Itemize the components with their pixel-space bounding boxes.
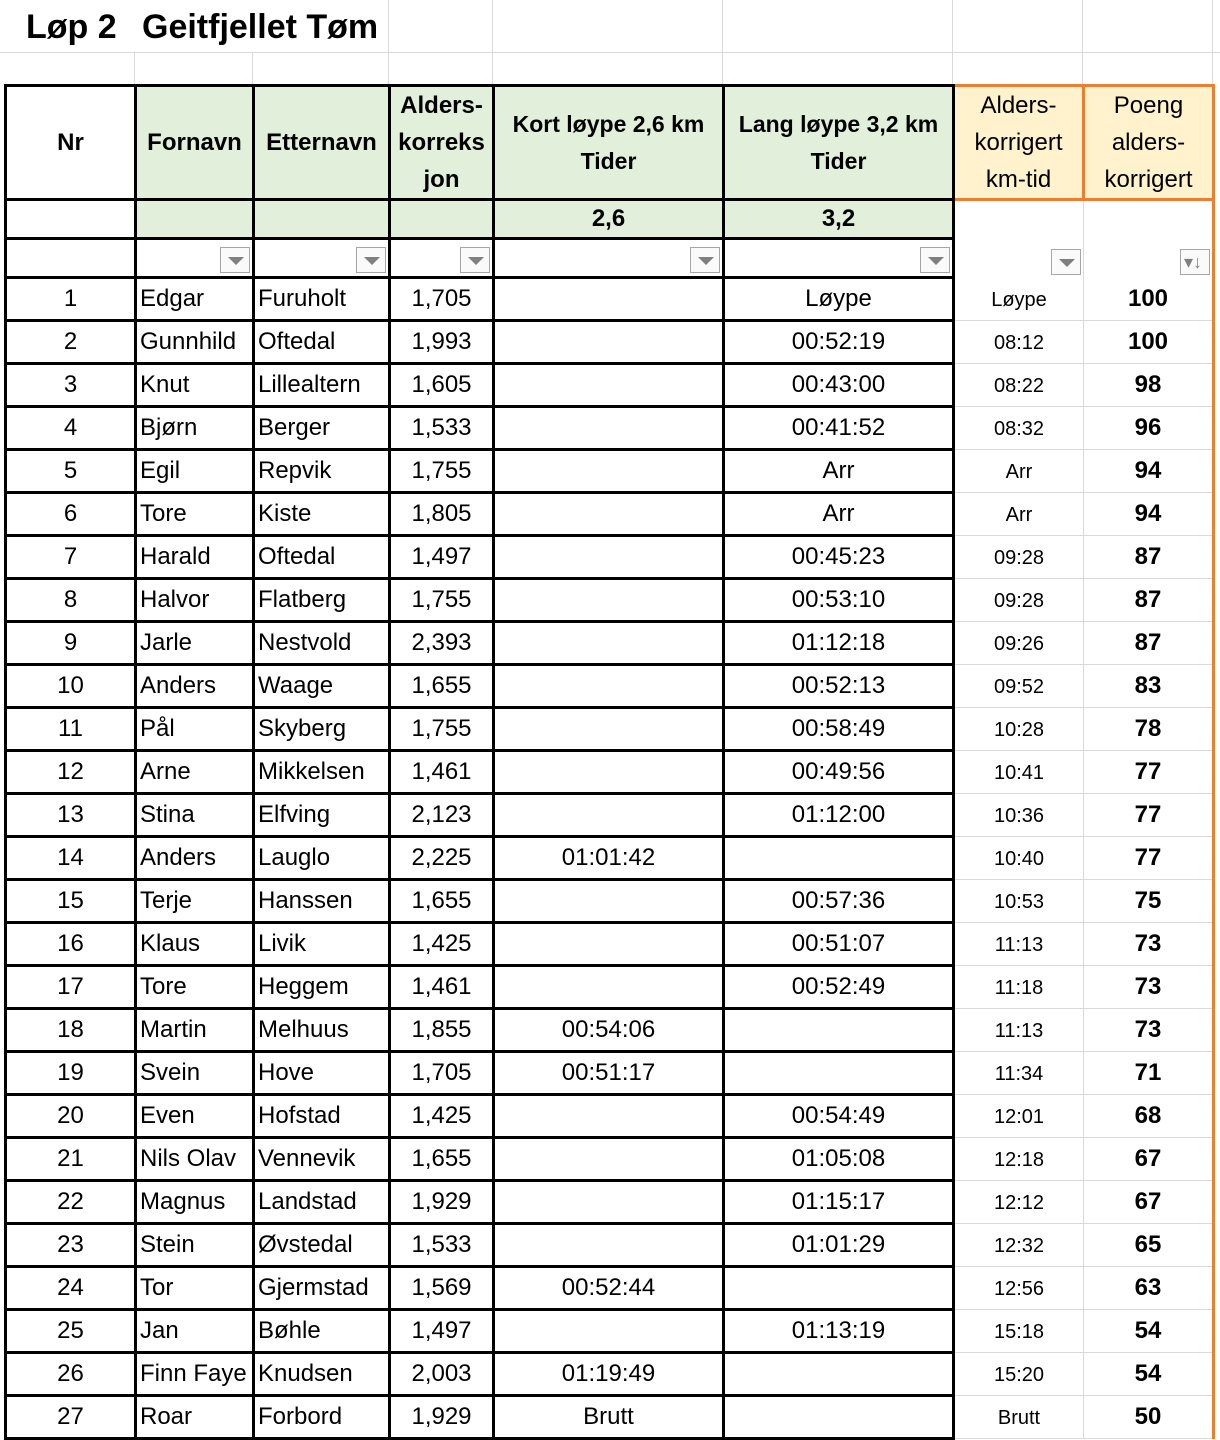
cell-lang-tid[interactable]: 00:43:00 [724,363,954,406]
cell-lang-tid[interactable]: 00:52:13 [724,664,954,707]
cell-kort-tid[interactable] [494,879,724,922]
cell-lang-tid[interactable]: 01:12:18 [724,621,954,664]
cell-km-tid[interactable]: 09:28 [954,578,1084,621]
cell-alderskorreksjon[interactable]: 1,655 [390,664,494,707]
table-row [6,1223,1214,1266]
cell-km-tid[interactable]: 10:40 [954,836,1084,879]
cell-etternavn[interactable]: Hofstad [254,1094,390,1137]
cell-poeng[interactable]: 87 [1084,621,1214,664]
cell-fornavn[interactable]: Tore [136,965,254,1008]
cell-poeng[interactable]: 68 [1084,1094,1214,1137]
cell-km-tid[interactable]: 10:53 [954,879,1084,922]
table-row [6,492,1214,535]
filter-cell-km[interactable] [954,239,1084,278]
cell-nr[interactable]: 20 [6,1094,136,1137]
cell-kort-tid[interactable]: 00:51:17 [494,1051,724,1094]
cell-kort-tid[interactable] [494,363,724,406]
cell-alderskorreksjon[interactable]: 2,003 [390,1352,494,1395]
filter-cell-alders[interactable] [390,239,494,278]
cell-poeng[interactable]: 73 [1084,965,1214,1008]
cell-etternavn[interactable]: Flatberg [254,578,390,621]
cell-lang-tid[interactable]: 00:52:49 [724,965,954,1008]
table-row [6,922,1214,965]
cell-etternavn[interactable]: Hove [254,1051,390,1094]
cell-etternavn[interactable]: Øvstedal [254,1223,390,1266]
cell-lang-tid[interactable]: 00:45:23 [724,535,954,578]
table-row [6,406,1214,449]
cell-nr[interactable]: 1 [6,278,136,321]
table-row [6,1352,1214,1395]
cell-fornavn[interactable]: Anders [136,664,254,707]
table-row [6,707,1214,750]
table-row [6,1137,1214,1180]
table-row [6,1094,1214,1137]
cell-nr[interactable]: 5 [6,449,136,492]
cell-km-tid[interactable]: 08:22 [954,363,1084,406]
sort-descending-icon[interactable] [1180,249,1210,275]
cell-alderskorreksjon[interactable]: 1,425 [390,922,494,965]
cell-poeng[interactable]: 77 [1084,836,1214,879]
cell-fornavn[interactable]: Tor [136,1266,254,1309]
filter-cell-poeng[interactable] [1084,239,1214,278]
cell-etternavn[interactable]: Elfving [254,793,390,836]
table-row [6,1309,1214,1352]
cell-km-tid[interactable]: 15:18 [954,1309,1084,1352]
cell-poeng[interactable]: 54 [1084,1309,1214,1352]
cell-fornavn[interactable]: Stein [136,1223,254,1266]
cell-lang-tid[interactable] [724,1051,954,1094]
cell-kort-tid[interactable] [494,1223,724,1266]
cell-kort-tid[interactable] [494,449,724,492]
filter-dropdown-icon[interactable] [220,247,250,273]
cell-fornavn[interactable]: Klaus [136,922,254,965]
gridline [134,52,135,84]
table-row [6,1395,1214,1438]
cell-kort-tid[interactable] [494,1137,724,1180]
race-name: Geitfjellet Tøm [142,8,379,46]
table-row [6,664,1214,707]
cell-km-tid[interactable]: 12:12 [954,1180,1084,1223]
cell-fornavn[interactable]: Knut [136,363,254,406]
cell-km-tid[interactable]: 11:18 [954,965,1084,1008]
cell-kort-tid[interactable] [494,664,724,707]
table-row [6,278,1214,321]
distance-cell-km[interactable] [954,200,1084,239]
cell-nr[interactable]: 9 [6,621,136,664]
cell-poeng[interactable]: 67 [1084,1137,1214,1180]
cell-lang-tid[interactable]: 01:15:17 [724,1180,954,1223]
cell-km-tid[interactable]: 12:01 [954,1094,1084,1137]
cell-lang-tid[interactable]: 01:05:08 [724,1137,954,1180]
cell-km-tid[interactable]: 09:52 [954,664,1084,707]
gridline [952,0,953,84]
cell-poeng[interactable]: 54 [1084,1352,1214,1395]
cell-alderskorreksjon[interactable]: 1,929 [390,1180,494,1223]
cell-poeng[interactable]: 83 [1084,664,1214,707]
cell-nr[interactable]: 2 [6,320,136,363]
cell-etternavn[interactable]: Oftedal [254,320,390,363]
table-row [6,1266,1214,1309]
cell-kort-tid[interactable] [494,1180,724,1223]
cell-alderskorreksjon[interactable]: 1,755 [390,707,494,750]
cell-km-tid[interactable]: 10:28 [954,707,1084,750]
cell-alderskorreksjon[interactable]: 1,929 [390,1395,494,1438]
cell-fornavn[interactable]: Even [136,1094,254,1137]
header-row [6,86,1214,200]
distance-kort[interactable]: 2,6 [494,200,724,239]
cell-etternavn[interactable]: Kiste [254,492,390,535]
cell-nr[interactable]: 15 [6,879,136,922]
cell-etternavn[interactable]: Berger [254,406,390,449]
cell-poeng[interactable]: 73 [1084,1008,1214,1051]
cell-km-tid[interactable]: 12:32 [954,1223,1084,1266]
cell-fornavn[interactable]: Stina [136,793,254,836]
cell-alderskorreksjon[interactable]: 1,655 [390,1137,494,1180]
cell-nr[interactable]: 7 [6,535,136,578]
cell-poeng[interactable]: 87 [1084,535,1214,578]
distance-cell-alders[interactable] [390,200,494,239]
cell-lang-tid[interactable]: Løype [724,278,954,321]
filter-cell-etternavn[interactable] [254,239,390,278]
cell-fornavn[interactable]: Harald [136,535,254,578]
results-table [4,84,1215,1440]
cell-kort-tid[interactable] [494,1309,724,1352]
cell-km-tid[interactable]: 10:41 [954,750,1084,793]
filter-cell-kort[interactable] [494,239,724,278]
cell-nr[interactable]: 27 [6,1395,136,1438]
cell-poeng[interactable]: 78 [1084,707,1214,750]
cell-nr[interactable]: 16 [6,922,136,965]
cell-nr[interactable]: 18 [6,1008,136,1051]
cell-nr[interactable]: 25 [6,1309,136,1352]
cell-alderskorreksjon[interactable]: 2,225 [390,836,494,879]
cell-etternavn[interactable]: Landstad [254,1180,390,1223]
gridline [722,0,723,84]
cell-alderskorreksjon[interactable]: 2,123 [390,793,494,836]
cell-fornavn[interactable]: Arne [136,750,254,793]
filter-dropdown-icon[interactable] [1051,249,1081,275]
gridline [252,52,253,84]
cell-kort-tid[interactable]: 00:54:06 [494,1008,724,1051]
cell-alderskorreksjon[interactable]: 1,497 [390,1309,494,1352]
cell-kort-tid[interactable] [494,922,724,965]
cell-lang-tid[interactable] [724,1008,954,1051]
cell-poeng[interactable]: 67 [1084,1180,1214,1223]
cell-lang-tid[interactable] [724,1266,954,1309]
cell-nr[interactable]: 10 [6,664,136,707]
filter-dropdown-icon[interactable] [460,247,490,273]
cell-kort-tid[interactable]: 00:52:44 [494,1266,724,1309]
cell-kort-tid[interactable] [494,750,724,793]
cell-etternavn[interactable]: Nestvold [254,621,390,664]
cell-fornavn[interactable]: Roar [136,1395,254,1438]
distance-cell-poeng[interactable] [1084,200,1214,239]
header-kort-loype[interactable]: Kort løype 2,6 km Tider [494,86,724,200]
cell-etternavn[interactable]: Heggem [254,965,390,1008]
cell-etternavn[interactable]: Vennevik [254,1137,390,1180]
table-row [6,320,1214,363]
cell-nr[interactable]: 6 [6,492,136,535]
distance-cell-fornavn[interactable] [136,200,254,239]
cell-fornavn[interactable]: Pål [136,707,254,750]
cell-kort-tid[interactable] [494,621,724,664]
cell-nr[interactable]: 19 [6,1051,136,1094]
gridline [0,52,1220,53]
cell-km-tid[interactable]: 09:26 [954,621,1084,664]
cell-kort-tid[interactable] [494,535,724,578]
cell-km-tid[interactable]: 11:13 [954,1008,1084,1051]
cell-km-tid[interactable]: 12:18 [954,1137,1084,1180]
cell-fornavn[interactable]: Tore [136,492,254,535]
table-row [6,578,1214,621]
filter-cell-nr[interactable] [6,239,136,278]
cell-lang-tid[interactable]: 00:58:49 [724,707,954,750]
gridline [1212,0,1213,84]
cell-poeng[interactable]: 71 [1084,1051,1214,1094]
cell-poeng[interactable]: 50 [1084,1395,1214,1438]
table-row [6,793,1214,836]
cell-etternavn[interactable]: Lauglo [254,836,390,879]
cell-alderskorreksjon[interactable]: 1,755 [390,578,494,621]
cell-kort-tid[interactable] [494,320,724,363]
cell-poeng[interactable]: 77 [1084,750,1214,793]
distance-cell-nr[interactable] [6,200,136,239]
cell-lang-tid[interactable]: 00:41:52 [724,406,954,449]
cell-lang-tid[interactable]: 00:54:49 [724,1094,954,1137]
cell-kort-tid[interactable]: 01:01:42 [494,836,724,879]
cell-alderskorreksjon[interactable]: 1,805 [390,492,494,535]
cell-alderskorreksjon[interactable]: 1,533 [390,1223,494,1266]
cell-lang-tid[interactable]: 01:01:29 [724,1223,954,1266]
cell-poeng[interactable]: 94 [1084,492,1214,535]
cell-kort-tid[interactable]: Brutt [494,1395,724,1438]
header-fornavn[interactable]: Fornavn [136,86,254,200]
cell-etternavn[interactable]: Waage [254,664,390,707]
cell-km-tid[interactable]: 08:32 [954,406,1084,449]
filter-dropdown-icon[interactable] [690,247,720,273]
cell-alderskorreksjon[interactable]: 1,993 [390,320,494,363]
distance-lang[interactable]: 3,2 [724,200,954,239]
cell-fornavn[interactable]: Martin [136,1008,254,1051]
cell-fornavn[interactable]: Svein [136,1051,254,1094]
cell-nr[interactable]: 24 [6,1266,136,1309]
table-row [6,1180,1214,1223]
cell-nr[interactable]: 3 [6,363,136,406]
distance-cell-etternavn[interactable] [254,200,390,239]
cell-km-tid[interactable]: Brutt [954,1395,1084,1438]
cell-kort-tid[interactable] [494,1094,724,1137]
cell-poeng[interactable]: 63 [1084,1266,1214,1309]
cell-lang-tid[interactable]: 00:57:36 [724,879,954,922]
cell-alderskorreksjon[interactable]: 1,461 [390,965,494,1008]
cell-kort-tid[interactable] [494,406,724,449]
cell-fornavn[interactable]: Jarle [136,621,254,664]
cell-lang-tid[interactable]: 00:53:10 [724,578,954,621]
cell-nr[interactable]: 12 [6,750,136,793]
cell-km-tid[interactable]: 08:12 [954,320,1084,363]
cell-km-tid[interactable]: Løype [954,278,1084,321]
cell-fornavn[interactable]: Edgar [136,278,254,321]
header-alderskorreksjon[interactable]: Alders-korreks jon [390,86,494,200]
cell-alderskorreksjon[interactable]: 1,497 [390,535,494,578]
header-km-tid[interactable]: Alders-korrigert km-tid [954,86,1084,200]
cell-etternavn[interactable]: Melhuus [254,1008,390,1051]
cell-fornavn[interactable]: Finn Faye [136,1352,254,1395]
cell-alderskorreksjon[interactable]: 1,755 [390,449,494,492]
cell-km-tid[interactable]: Arr [954,449,1084,492]
cell-alderskorreksjon[interactable]: 2,393 [390,621,494,664]
cell-etternavn[interactable]: Bøhle [254,1309,390,1352]
cell-etternavn[interactable]: Mikkelsen [254,750,390,793]
cell-poeng[interactable]: 65 [1084,1223,1214,1266]
cell-poeng[interactable]: 73 [1084,922,1214,965]
table-row [6,363,1214,406]
cell-fornavn[interactable]: Bjørn [136,406,254,449]
cell-lang-tid[interactable] [724,836,954,879]
header-nr[interactable]: Nr [6,86,136,200]
cell-etternavn[interactable]: Furuholt [254,278,390,321]
cell-lang-tid[interactable]: 00:49:56 [724,750,954,793]
cell-etternavn[interactable]: Skyberg [254,707,390,750]
sort-glyph: ▾↓ [1184,251,1203,272]
cell-fornavn[interactable]: Egil [136,449,254,492]
cell-poeng[interactable]: 87 [1084,578,1214,621]
cell-km-tid[interactable]: 10:36 [954,793,1084,836]
cell-nr[interactable]: 21 [6,1137,136,1180]
header-lang-loype[interactable]: Lang løype 3,2 km Tider [724,86,954,200]
cell-kort-tid[interactable] [494,965,724,1008]
race-number: Løp 2 [26,8,117,46]
cell-alderskorreksjon[interactable]: 1,705 [390,1051,494,1094]
cell-poeng[interactable]: 100 [1084,320,1214,363]
cell-lang-tid[interactable]: Arr [724,449,954,492]
table-row [6,1051,1214,1094]
cell-nr[interactable]: 23 [6,1223,136,1266]
cell-km-tid[interactable]: 15:20 [954,1352,1084,1395]
cell-etternavn[interactable]: Hanssen [254,879,390,922]
cell-fornavn[interactable]: Gunnhild [136,320,254,363]
cell-nr[interactable]: 14 [6,836,136,879]
distance-row [6,200,1214,239]
gridline [492,0,493,84]
cell-lang-tid[interactable]: 01:12:00 [724,793,954,836]
cell-fornavn[interactable]: Nils Olav [136,1137,254,1180]
cell-kort-tid[interactable] [494,492,724,535]
table-row [6,750,1214,793]
cell-alderskorreksjon[interactable]: 1,461 [390,750,494,793]
header-poeng[interactable]: Poeng alders-korrigert [1084,86,1214,200]
cell-etternavn[interactable]: Knudsen [254,1352,390,1395]
cell-lang-tid[interactable]: Arr [724,492,954,535]
cell-lang-tid[interactable]: 01:13:19 [724,1309,954,1352]
table-row [6,879,1214,922]
cell-km-tid[interactable]: 11:13 [954,922,1084,965]
cell-poeng[interactable]: 94 [1084,449,1214,492]
cell-alderskorreksjon[interactable]: 1,605 [390,363,494,406]
cell-alderskorreksjon[interactable]: 1,425 [390,1094,494,1137]
table-row [6,1008,1214,1051]
cell-poeng[interactable]: 100 [1084,278,1214,321]
cell-poeng[interactable]: 77 [1084,793,1214,836]
cell-etternavn[interactable]: Oftedal [254,535,390,578]
table-row [6,965,1214,1008]
header-etternavn[interactable]: Etternavn [254,86,390,200]
cell-poeng[interactable]: 96 [1084,406,1214,449]
cell-lang-tid[interactable] [724,1352,954,1395]
cell-poeng[interactable]: 75 [1084,879,1214,922]
cell-fornavn[interactable]: Terje [136,879,254,922]
table-row [6,836,1214,879]
cell-fornavn[interactable]: Halvor [136,578,254,621]
cell-poeng[interactable]: 98 [1084,363,1214,406]
gridline [1082,0,1083,84]
cell-alderskorreksjon[interactable]: 1,569 [390,1266,494,1309]
cell-etternavn[interactable]: Lillealtern [254,363,390,406]
cell-etternavn[interactable]: Forbord [254,1395,390,1438]
cell-nr[interactable]: 8 [6,578,136,621]
cell-kort-tid[interactable] [494,793,724,836]
sheet-title [26,8,379,47]
cell-nr[interactable]: 4 [6,406,136,449]
filter-dropdown-icon[interactable] [356,247,386,273]
filter-cell-fornavn[interactable] [136,239,254,278]
gridline [388,0,389,84]
cell-fornavn[interactable]: Magnus [136,1180,254,1223]
table-row [6,621,1214,664]
cell-nr[interactable]: 26 [6,1352,136,1395]
table-row [6,449,1214,492]
sheet-title-cell[interactable] [0,0,388,52]
cell-lang-tid[interactable]: 00:52:19 [724,320,954,363]
cell-kort-tid[interactable]: 01:19:49 [494,1352,724,1395]
cell-fornavn[interactable]: Anders [136,836,254,879]
cell-km-tid[interactable]: Arr [954,492,1084,535]
cell-etternavn[interactable]: Gjermstad [254,1266,390,1309]
cell-alderskorreksjon[interactable]: 1,705 [390,278,494,321]
cell-alderskorreksjon[interactable]: 1,533 [390,406,494,449]
cell-fornavn[interactable]: Jan [136,1309,254,1352]
table-row [6,535,1214,578]
cell-km-tid[interactable]: 12:56 [954,1266,1084,1309]
cell-kort-tid[interactable] [494,578,724,621]
filter-cell-lang[interactable] [724,239,954,278]
filter-row [6,239,1214,278]
cell-etternavn[interactable]: Repvik [254,449,390,492]
cell-km-tid[interactable]: 09:28 [954,535,1084,578]
cell-lang-tid[interactable] [724,1395,954,1438]
cell-km-tid[interactable]: 11:34 [954,1051,1084,1094]
cell-alderskorreksjon[interactable]: 1,655 [390,879,494,922]
cell-nr[interactable]: 22 [6,1180,136,1223]
cell-lang-tid[interactable]: 00:51:07 [724,922,954,965]
cell-nr[interactable]: 13 [6,793,136,836]
cell-kort-tid[interactable] [494,707,724,750]
cell-kort-tid[interactable] [494,278,724,321]
cell-nr[interactable]: 11 [6,707,136,750]
cell-nr[interactable]: 17 [6,965,136,1008]
filter-dropdown-icon[interactable] [920,247,950,273]
cell-alderskorreksjon[interactable]: 1,855 [390,1008,494,1051]
cell-etternavn[interactable]: Livik [254,922,390,965]
